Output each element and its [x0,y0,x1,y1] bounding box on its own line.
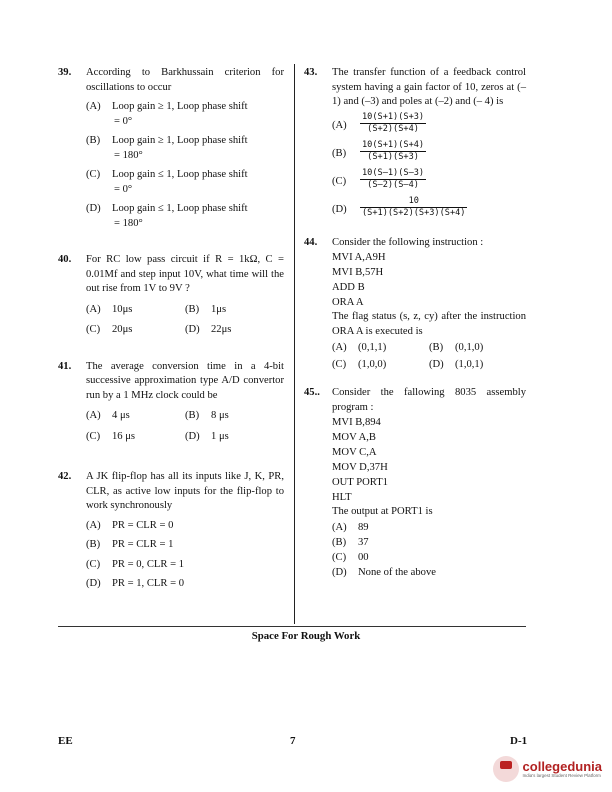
question-number: 42. [58,471,72,482]
question-45 [304,386,526,580]
footer-subject-code: EE [58,735,73,747]
option-a: (A) 89 [332,521,369,533]
option-b: (B) PR = CLR = 1 [86,539,174,550]
option-d: (D) $\frac{10}{(S+1)(S+2)(S+3)(S+4)}$ [332,195,466,218]
collegedunia-logo-icon [493,756,519,782]
brand-tagline: India's largest Student Review Platform [522,772,601,778]
option-d: (D) 1 μs [185,430,229,442]
code-block: MVI B,894 MOV A,B MOV C,A MOV D,37H OUT PORT1 HLT [332,417,388,503]
option-b: (B) 1μs [185,303,227,315]
option-c: (C) 20μs [86,324,133,335]
option-c: (C) Loop gain ≤ 1, Loop phase shift = 0° [86,169,248,195]
option-b: (B) $\frac{10(S+1)(S+4)}{(S+1)(S+3)}$ [332,139,425,162]
question-text-2: The output at PORT1 is [332,506,433,517]
question-text: The transfer function of a feedback control system having a gain factor of 10, zeros at (–1) and (–3) and poles at (–2) and (– 4) is [332,67,526,107]
question-number: 39. [58,67,72,78]
question-text: The average conversion time in a 4-bit successive approximation type A/D convertor run by a 1 MHz clock could be [86,360,284,401]
question-text-2: The flag status (s, z, cy) after the instruction ORA A is executed is [332,311,526,337]
option-d: (D) Loop gain ≤ 1, Loop phase shift = 180° [86,203,248,229]
option-c: (C) 16 μs [86,430,136,442]
question-44 [304,236,526,373]
question-43 [304,66,526,222]
code-block: MVI A,A9H MVI B,57H ADD B ORA A [332,252,386,308]
option-d: (D) PR = 1, CLR = 0 [86,578,184,589]
option-d: (D) 22μs [185,324,232,335]
option-b: (B) Loop gain ≥ 1, Loop phase shift = 180° [86,135,248,161]
brand-name: collegedunia [522,758,602,774]
question-number: 45.. [304,387,320,398]
column-divider [294,64,295,624]
right-column [304,66,526,594]
booklet-series: D-1 [510,735,528,747]
question-text: Consider the fallowing 8035 assembly program : [332,387,526,413]
option-a: (A) PR = CLR = 0 [86,519,174,531]
option-b: (B) 37 [332,536,369,548]
option-a: (A) (0,1,1) [332,342,387,353]
left-column [58,66,284,606]
option-a: (A) $\frac{10(S+1)(S+3)}{(S+2)(S+4)}$ [332,111,425,134]
option-c: (C) PR = 0, CLR = 1 [86,558,184,570]
question-text: Consider the following instruction : [332,236,484,248]
option-c: (C) (1,0,0) [332,358,387,370]
question-41 [58,360,284,445]
fraction: $\frac{10(S+1)(S+4)}{(S+1)(S+3)}$ [362,139,425,162]
question-number: 43. [304,67,318,78]
option-d: (D) (1,0,1) [429,358,484,370]
option-c: (C) $\frac{10(S-1)(S-3)}{(S-2)(S-4)}$ [332,167,425,190]
question-number: 40. [58,254,72,265]
option-c: (C) 00 [332,551,369,563]
option-b: (B) 8 μs [185,410,229,421]
fraction: $\frac{10}{(S+1)(S+2)(S+3)(S+4)}$ [362,195,466,218]
collegedunia-watermark [493,756,602,782]
option-b: (B) (0,1,0) [429,342,484,353]
question-39 [58,66,284,231]
question-text: For RC low pass circuit if R = 1kΩ, C = 0.01Mf and step input 10V, what time will the out rise from 1V to 9V ? [86,254,284,294]
question-number: 41. [58,360,72,372]
question-text: According to Barkhussain criterion for oscillations to occur [86,67,284,93]
question-number: 44. [304,236,318,248]
rough-work-heading: Space For Rough Work [251,630,361,642]
option-a: (A) 10μs [86,303,133,315]
page-number: 7 [290,735,296,747]
question-text: A JK flip-flop has all its inputs like J, K, PR, CLR, as active low inputs for the flip-flop to work synchronously [86,471,284,511]
option-a: (A) Loop gain ≥ 1, Loop phase shift = 0° [86,101,248,127]
question-40 [58,253,284,338]
fraction: $\frac{10(S+1)(S+3)}{(S+2)(S+4)}$ [362,111,425,134]
question-42 [58,470,284,592]
fraction: $\frac{10(S-1)(S-3)}{(S-2)(S-4)}$ [362,167,425,190]
rough-work-rule [58,626,526,627]
option-a: (A) 4 μs [86,410,130,421]
option-d: (D) None of the above [332,566,436,578]
